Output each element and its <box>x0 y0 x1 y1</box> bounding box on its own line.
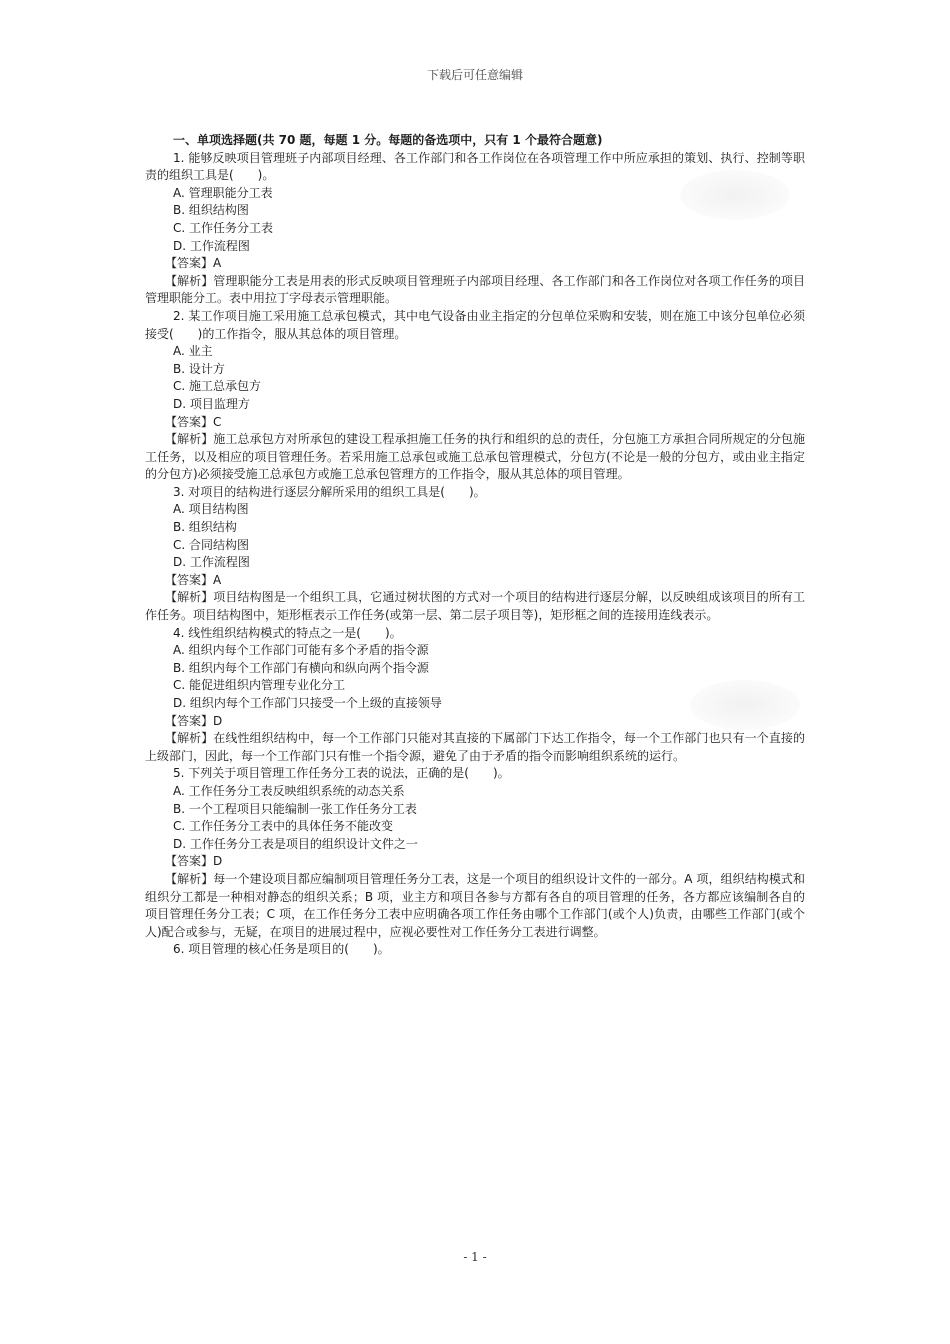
question-block <box>145 625 805 766</box>
answer: 【答案】D <box>165 713 223 728</box>
option-a: A. 业主 <box>173 344 213 359</box>
option-b: B. 组织结构图 <box>173 203 249 218</box>
question-block <box>145 484 805 625</box>
question-block <box>145 765 805 941</box>
option-a: A. 组织内每个工作部门可能有多个矛盾的指令源 <box>173 643 429 658</box>
explanation: 【解析】施工总承包方对所承包的建设工程承担施工任务的执行和组织的总的责任，分包施工方承担合同所规定的分包施工任务，以及相应的项目管理任务。若采用施工总承包或施工总承包管理模式，分包方(不论是一般的分包方，或由业主指定的分包方)必须接受施工总承包方或施工总承包管理方的工作指令，服从其总体的项目管理。 <box>145 432 805 482</box>
explanation: 【解析】管理职能分工表是用表的形式反映项目管理班子内部项目经理、各工作部门和各工作岗位对各项工作任务的项目管理职能分工。表中用拉丁字母表示管理职能。 <box>145 273 805 306</box>
option-b: B. 设计方 <box>173 361 225 376</box>
question-block <box>145 941 805 959</box>
option-c: C. 工作任务分工表 <box>173 220 274 235</box>
option-b: B. 一个工程项目只能编制一张工作任务分工表 <box>173 801 417 816</box>
question-stem: 4. 线性组织结构模式的特点之一是( )。 <box>173 625 402 640</box>
option-d: D. 工作流程图 <box>173 555 250 570</box>
explanation: 【解析】在线性组织结构中，每一个工作部门只能对其直接的下属部门下达工作指令，每一个工作部门也只有一个直接的上级部门，因此，每一个工作部门只有惟一个指令源，避免了由于矛盾的指令而影响组织系统的运行。 <box>145 731 805 763</box>
option-a: A. 管理职能分工表 <box>173 185 273 200</box>
option-d: D. 组织内每个工作部门只接受一个上级的直接领导 <box>173 696 442 710</box>
answer: 【答案】A <box>165 572 222 587</box>
document-body <box>145 132 805 959</box>
option-b: B. 组织结构 <box>173 520 237 535</box>
option-d: D. 项目监理方 <box>173 396 250 411</box>
option-a: A. 工作任务分工表反映组织系统的动态关系 <box>173 783 405 798</box>
question-stem: 2. 某工作项目施工采用施工总承包模式，其中电气设备由业主指定的分包单位采购和安装，则在施工中该分包单位必须接受( )的工作指令，服从其总体的项目管理。 <box>145 308 805 341</box>
option-b: B. 组织内每个工作部门有横向和纵向两个指令源 <box>173 660 429 675</box>
question-block <box>145 150 805 308</box>
explanation: 【解析】项目结构图是一个组织工具，它通过树状图的方式对一个项目的结构进行逐层分解，以反映组成该项目的所有工作任务。项目结构图中，矩形框表示工作任务(或第一层、第二层子项目等)，矩形框之间的连接用连线表示。 <box>145 590 805 623</box>
question-stem: 1. 能够反映项目管理班子内部项目经理、各工作部门和各工作岗位在各项管理工作中所应承担的策划、执行、控制等职责的组织工具是( )。 <box>145 150 805 183</box>
question-stem: 5. 下列关于项目管理工作任务分工表的说法，正确的是( )。 <box>173 766 510 781</box>
answer: 【答案】C <box>165 414 222 429</box>
option-d: D. 工作任务分工表是项目的组织设计文件之一 <box>173 836 418 851</box>
option-a: A. 项目结构图 <box>173 502 249 517</box>
page-number: - 1 - <box>463 1250 487 1264</box>
explanation: 【解析】每一个建设项目都应编制项目管理任务分工表，这是一个项目的组织设计文件的一部分。A 项，组织结构模式和组织分工都是一种相对静态的组织关系；B 项，业主方和项目各参与方都有各自的项目管理的任务，各方都应该编制各自的项目管理任务分工表；C 项，在工作任务分工表中应明确各项工作任务由哪个工作部门(或个人)负责，由哪些工作部门(或个人)配合或参与，无疑，在项目的进展过程中，应视必要性对工作任务分工表进行调整。 <box>145 871 805 939</box>
question-stem: 3. 对项目的结构进行逐层分解所采用的组织工具是( )。 <box>173 484 486 499</box>
answer: 【答案】A <box>165 256 222 271</box>
option-c: C. 合同结构图 <box>173 537 250 552</box>
option-d: D. 工作流程图 <box>173 238 250 253</box>
question-block <box>145 308 805 484</box>
section-title: 一、单项选择题(共 70 题，每题 1 分。每题的备选项中，只有 1 个最符合题意) <box>173 133 603 147</box>
option-c: C. 施工总承包方 <box>173 379 262 394</box>
question-stem: 6. 项目管理的核心任务是项目的( )。 <box>173 942 390 957</box>
option-c: C. 能促进组织内管理专业化分工 <box>173 678 346 693</box>
page-header: 下载后可任意编辑 <box>426 68 523 82</box>
option-c: C. 工作任务分工表中的具体任务不能改变 <box>173 819 394 834</box>
answer: 【答案】D <box>165 854 223 869</box>
